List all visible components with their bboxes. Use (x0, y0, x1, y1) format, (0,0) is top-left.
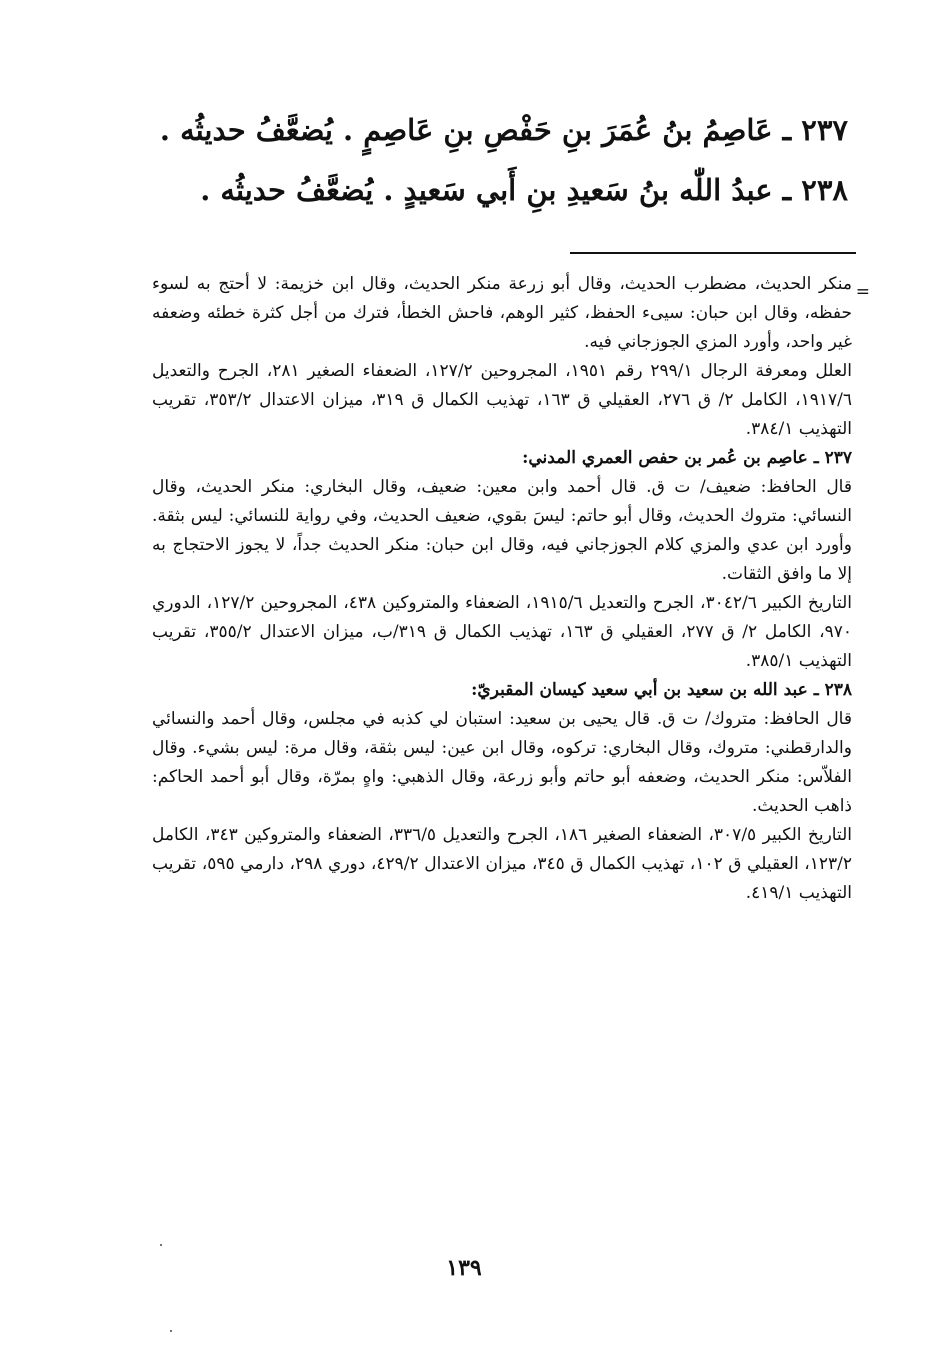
footnote-237-heading: ٢٣٧ ـ عاصِم بن عُمر بن حفص العمري المدني: (522, 448, 852, 468)
footnote-continuation: منكر الحديث، مضطرب الحديث، وقال أبو زرعة منكر الحديث، وقال ابن خزيمة: لا أحتج به لسوء حفظه، وقال ابن حبان: سيىء الحفظ، كثير الوهم، فاحش الخطأ، فترك من أجل كثرة خطئه وضعفه غير واحد، وأورد المزي الجوزجاني فيه. (152, 274, 852, 352)
footnote-238-text: قال الحافظ: متروك/ ت ق. قال يحيى بن سعيد: استبان لي كذبه في مجلس، وقال أحمد والنسائي والدارقطني: متروك، وقال البخاري: تركوه، وقال ابن عين: ليس بثقة، وقال مرة: ليس بشيء. وقال الفلاّس: منكر الحديث، وضعفه أبو حاتم وأبو زرعة، وقال الذهبي: واهٍ بمرّة، وقال أبو أحمد الحاكم: ذاهب الحديث. (152, 709, 852, 816)
footnote-continuation-refs: العلل ومعرفة الرجال ٢٩٩/١ رقم ١٩٥١، المجروحين ١٢٧/٢، الضعفاء الصغير ٢٨١، الجرح والتعديل ١٩١٧/٦، الكامل ٢/ ق ٢٧٦، العقيلي ق ١٦٣، تهذيب الكمال ق ٣١٩، ميزان الاعتدال ٣٥٣/٢، تقريب التهذيب ٣٨٤/١. (152, 361, 852, 439)
main-entry-237: ٢٣٧ ـ عَاصِمُ بنُ عُمَرَ بنِ حَفْصِ بنِ عَاصِمٍ . يُضعَّفُ حديثُه . (159, 113, 848, 147)
scan-speck (160, 1244, 162, 1246)
footnotes (152, 270, 852, 908)
footnote-237-text: قال الحافظ: ضعيف/ ت ق. قال أحمد وابن معين: ضعيف، وقال البخاري: منكر الحديث، وقال النسائي: متروك الحديث، وقال أبو حاتم: ليسَ بقوي، ضعيف الحديث، وفي رواية للنسائي: ليس بثقة. وأورد ابن عدي والمزي كلام الجوزجاني فيه، وقال ابن حبان: منكر الحديث جداً، لا يجوز الاحتجاج به إلا ما وافق الثقات. (152, 477, 852, 584)
footnote-237-refs: التاريخ الكبير ٣٠٤٢/٦، الجرح والتعديل ١٩١٥/٦، الضعفاء والمتروكين ٤٣٨، المجروحين ١٢٧/٢، الدوري ٩٧٠، الكامل ٢/ ق ٢٧٧، العقيلي ق ١٦٣، تهذيب الكمال ق ٣١٩/ب، ميزان الاعتدال ٣٥٥/٢، تقريب التهذيب ٣٨٥/١. (152, 593, 853, 671)
footnote-238-refs: التاريخ الكبير ٣٠٧/٥، الضعفاء الصغير ١٨٦، الجرح والتعديل ٣٣٦/٥، الضعفاء والمتروكين ٣٤٣، الكامل ١٢٣/٢، العقيلي ق ١٠٢، تهذيب الكمال ق ٣٤٥، ميزان الاعتدال ٤٢٩/٢، دوري ٢٩٨، دارمي ٥٩٥، تقريب التهذيب ٤١٩/١. (152, 825, 853, 903)
continuation-mark: = (855, 282, 870, 302)
scan-speck (170, 1330, 172, 1332)
page-number: ١٣٩ (446, 1255, 482, 1281)
main-entry-238: ٢٣٨ ـ عبدُ اللّٰه بنُ سَعيدِ بنِ أَبي سَعيدٍ . يُضعَّفُ حديثُه . (200, 173, 848, 207)
footnote-238-heading: ٢٣٨ ـ عبد الله بن سعيد بن أبي سعيد كيسان المقبريّ: (471, 680, 852, 700)
footnote-separator (570, 252, 856, 254)
